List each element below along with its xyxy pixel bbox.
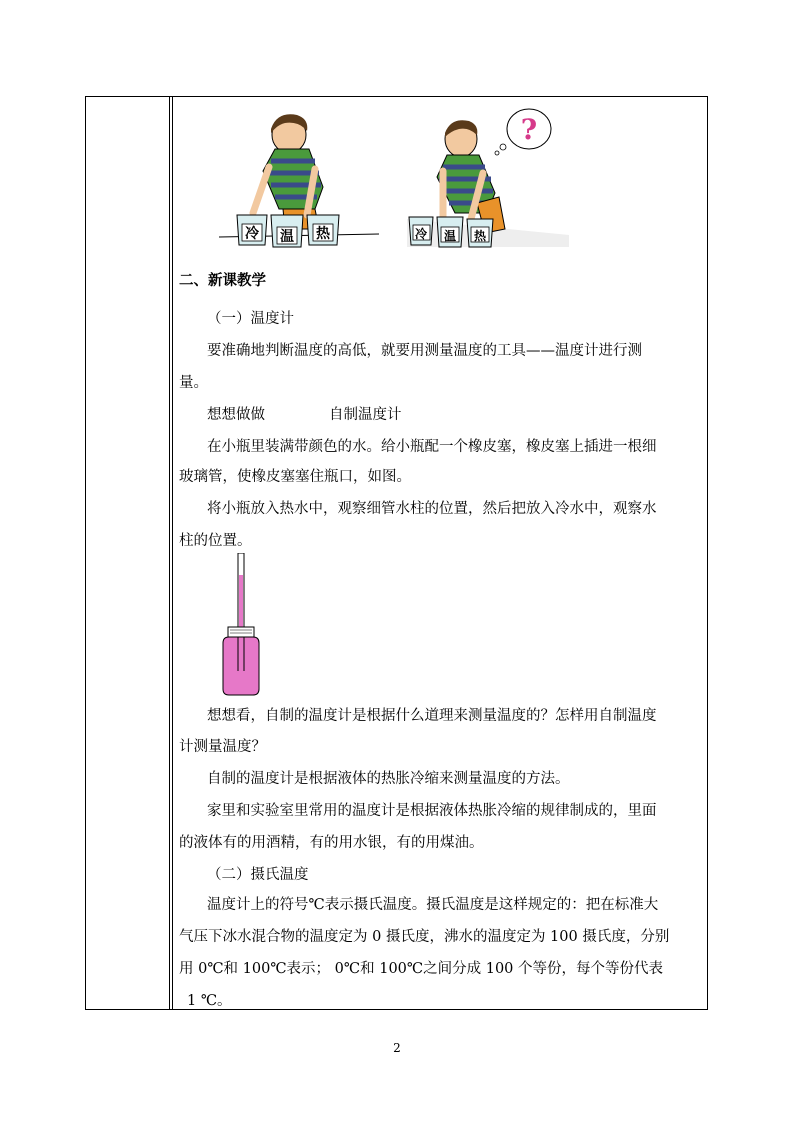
question-mark: ? bbox=[520, 113, 538, 146]
column-divider bbox=[169, 97, 170, 1009]
section-title: 二、新课教学 bbox=[179, 272, 266, 289]
page-number: 2 bbox=[393, 1041, 401, 1055]
paragraph-line: 要准确地判断温度的高低，就要用测量温度的工具——温度计进行测 bbox=[207, 343, 642, 359]
paragraph-line: 将小瓶放入热水中，观察细管水柱的位置，然后把放入冷水中，观察水 bbox=[207, 501, 657, 517]
subsection-title: （一）温度计 bbox=[207, 311, 294, 327]
boy-hands-in-water-illustration bbox=[219, 109, 384, 259]
content-cell bbox=[179, 97, 703, 1009]
paragraph-line: 家里和实验室里常用的温度计是根据液体热胀冷缩的规律制成的，里面 bbox=[207, 803, 657, 819]
activity-label: 想想做做 bbox=[207, 407, 265, 423]
paragraph-line: 在小瓶里装满带颜色的水。给小瓶配一个橡皮塞，橡皮塞上插进一根细 bbox=[207, 439, 657, 455]
paragraph-line: 1 ℃。 bbox=[187, 993, 232, 1009]
boy-confused-illustration bbox=[399, 107, 584, 262]
homemade-thermometer-illustration bbox=[219, 553, 269, 698]
paragraph-line: 自制的温度计是根据液体的热胀冷缩来测量温度的方法。 bbox=[207, 771, 570, 787]
hot-label: 热 bbox=[473, 229, 487, 243]
paragraph-line: 的液体有的用酒精，有的用水银，有的用煤油。 bbox=[179, 835, 484, 851]
cold-label: 冷 bbox=[414, 227, 428, 241]
paragraph-line: 计测量温度？ bbox=[179, 739, 266, 755]
warm-label: 温 bbox=[443, 229, 457, 243]
hot-label: 热 bbox=[316, 226, 330, 242]
paragraph-line: 玻璃管，使橡皮塞塞住瓶口，如图。 bbox=[179, 469, 411, 485]
cold-label: 冷 bbox=[245, 226, 259, 242]
column-divider bbox=[172, 97, 173, 1009]
activity-title: 自制温度计 bbox=[329, 407, 402, 423]
paragraph-line: 温度计上的符号℃表示摄氏温度。摄氏温度是这样规定的：把在标准大 bbox=[207, 897, 659, 913]
paragraph-line: 柱的位置。 bbox=[179, 533, 252, 549]
subsection-title: （二）摄氏温度 bbox=[207, 867, 309, 883]
lesson-table bbox=[85, 96, 708, 1010]
paragraph-line: 想想看，自制的温度计是根据什么道理来测量温度的？怎样用自制温度 bbox=[207, 708, 657, 724]
warm-label: 温 bbox=[280, 229, 294, 245]
paragraph-line: 气压下冰水混合物的温度定为 0 摄氏度，沸水的温度定为 100 摄氏度，分别 bbox=[179, 929, 670, 945]
paragraph-line: 量。 bbox=[179, 375, 208, 391]
paragraph-line: 用 0℃和 100℃表示； 0℃和 100℃之间分成 100 个等份，每个等份代表 bbox=[179, 961, 664, 977]
